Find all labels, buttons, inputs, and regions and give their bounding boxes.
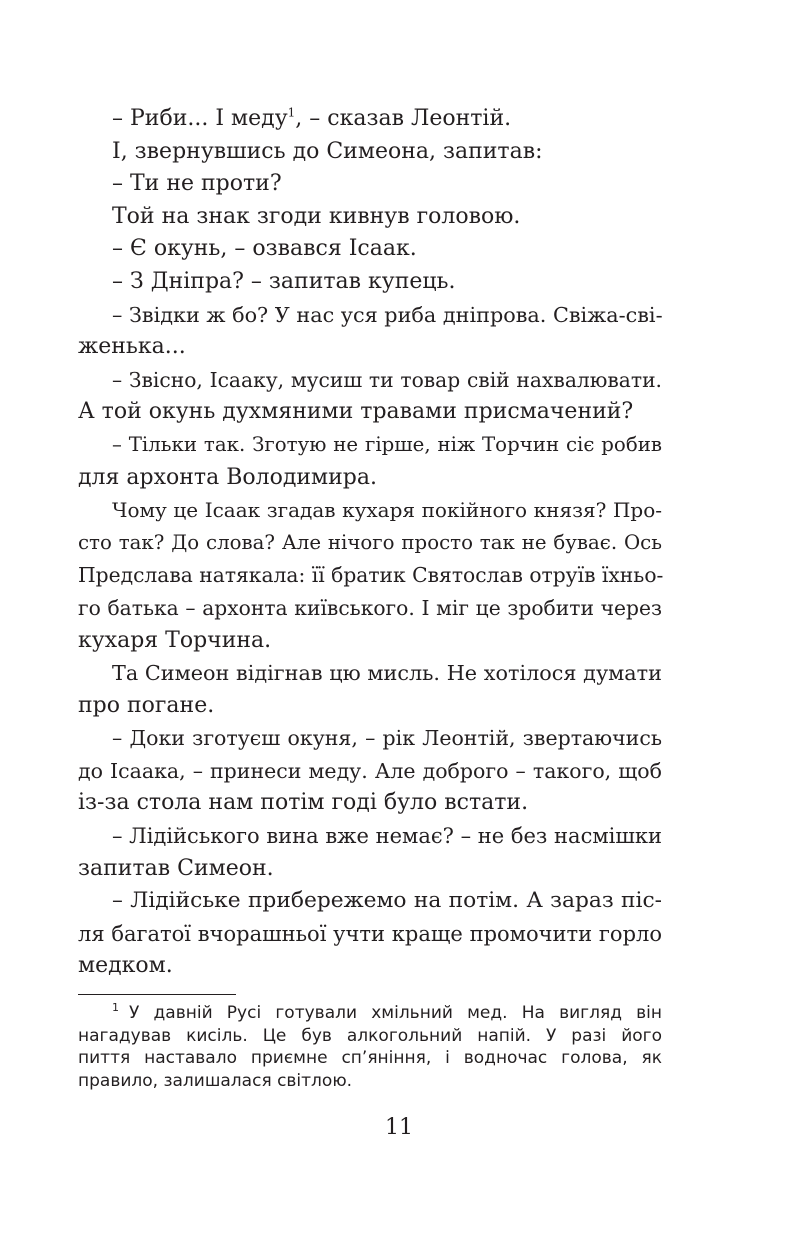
footnote-line-content: правило, залишалася світлою. [78,1070,353,1091]
text-line [78,168,662,201]
text-line [78,364,662,397]
text-line [78,462,662,495]
text-line-content: про погане. [78,692,215,718]
text-line [78,136,662,169]
text-line [78,853,662,886]
text-line-content: го батька – архонта київського. І міг це зробити через [78,595,662,620]
footnote-line [78,1047,662,1070]
text-line [78,592,662,625]
text-line [78,820,662,853]
text-line [78,201,662,234]
text-line [78,559,662,592]
text-line-content: – Тільки так. Зготую не гірше, ніж Торчин сіє робив [112,432,662,456]
text-line [78,299,662,332]
text-line [78,657,662,690]
text-line-content: до Ісаака, – принеси меду. Але доброго – такого, щоб [78,758,662,783]
text-line-content: Та Симеон відігнав цю мисль. Не хотілося думати [112,661,662,686]
text-line-content: І, звернувшись до Симеона, запитав: [112,138,543,164]
text-line [78,885,662,918]
text-line [78,429,662,462]
text-line-content: – Лідійського вина вже немає? – не без насмішки [112,824,663,849]
footnote-divider [78,994,236,995]
text-line-content: – Звісно, Ісааку, мусиш ти товар свій нахвалювати. [112,367,662,392]
footnote-reference: 1 [287,105,296,120]
text-line-content: ля багатої вчорашньої учти краще промочити горло [78,921,662,946]
footnote-line-content: пиття наставало приємне сп’яніння, і водночас голова, як [78,1048,662,1068]
text-line-content: – Звідки ж бо? У нас уся риба дніпрова. Свіжа-сві- [112,302,663,327]
text-line-content: для архонта Володимира. [78,464,377,490]
text-line [78,690,662,723]
text-line [78,722,662,755]
text-line-content: Той на знак згоди кивнув головою. [112,203,521,229]
text-line-content: із-за стола нам потім годі було встати. [78,790,529,816]
text-line-content: – Лідійське прибережемо на потім. А зараз піс- [112,888,662,914]
footnote-line [78,1025,662,1048]
text-line [78,494,662,527]
text-line-continuation: , – сказав Леонтій. [295,106,512,131]
text-line-content: сто так? До слова? Але нічого просто так не буває. Ось [78,530,662,554]
footnote-line-content: нагадував кисіль. Це був алкогольний напій. У разі його [78,1025,662,1046]
text-line-content: – Доки зготуєш окуня, – рік Леонтій, звертаючись [112,726,662,751]
text-line [78,625,662,658]
text-line [78,787,662,820]
text-line [78,331,662,364]
text-line [78,266,662,299]
footnote-line [78,1002,662,1025]
text-line-content: – Є окунь, – озвався Ісаак. [112,236,417,262]
text-line [78,755,662,788]
body-text [78,103,662,983]
text-line-content: А той окунь духмяними травами присмачений? [78,399,634,425]
text-line-content: Чому це Ісаак згадав кухаря покійного князя? Про- [112,498,662,523]
text-line [78,950,662,983]
text-line [78,103,662,136]
footnote [78,1002,662,1092]
text-line [78,233,662,266]
text-line-content: кухаря Торчина. [78,627,272,653]
page-number: 11 [385,1115,413,1140]
text-line-content: – З Дніпра? – запитав купець. [112,268,456,294]
text-line-content: Предслава натякала: її братик Святослав отруїв їхньо- [78,563,664,588]
text-line-content: – Ти не проти? [112,171,282,197]
text-line [78,918,662,951]
text-line [78,396,662,429]
footnote-line [78,1070,662,1093]
text-line-content: женька... [78,334,186,360]
text-line-content: запитав Симеон. [78,855,274,881]
footnote-line-content: У давній Русі готували хмільний мед. На вигляд він [129,1003,662,1023]
text-line [78,527,662,560]
footnote-marker: 1 [112,1001,119,1015]
text-line-content: – Риби... І меду [112,106,288,131]
text-line-content: медком. [78,953,173,979]
